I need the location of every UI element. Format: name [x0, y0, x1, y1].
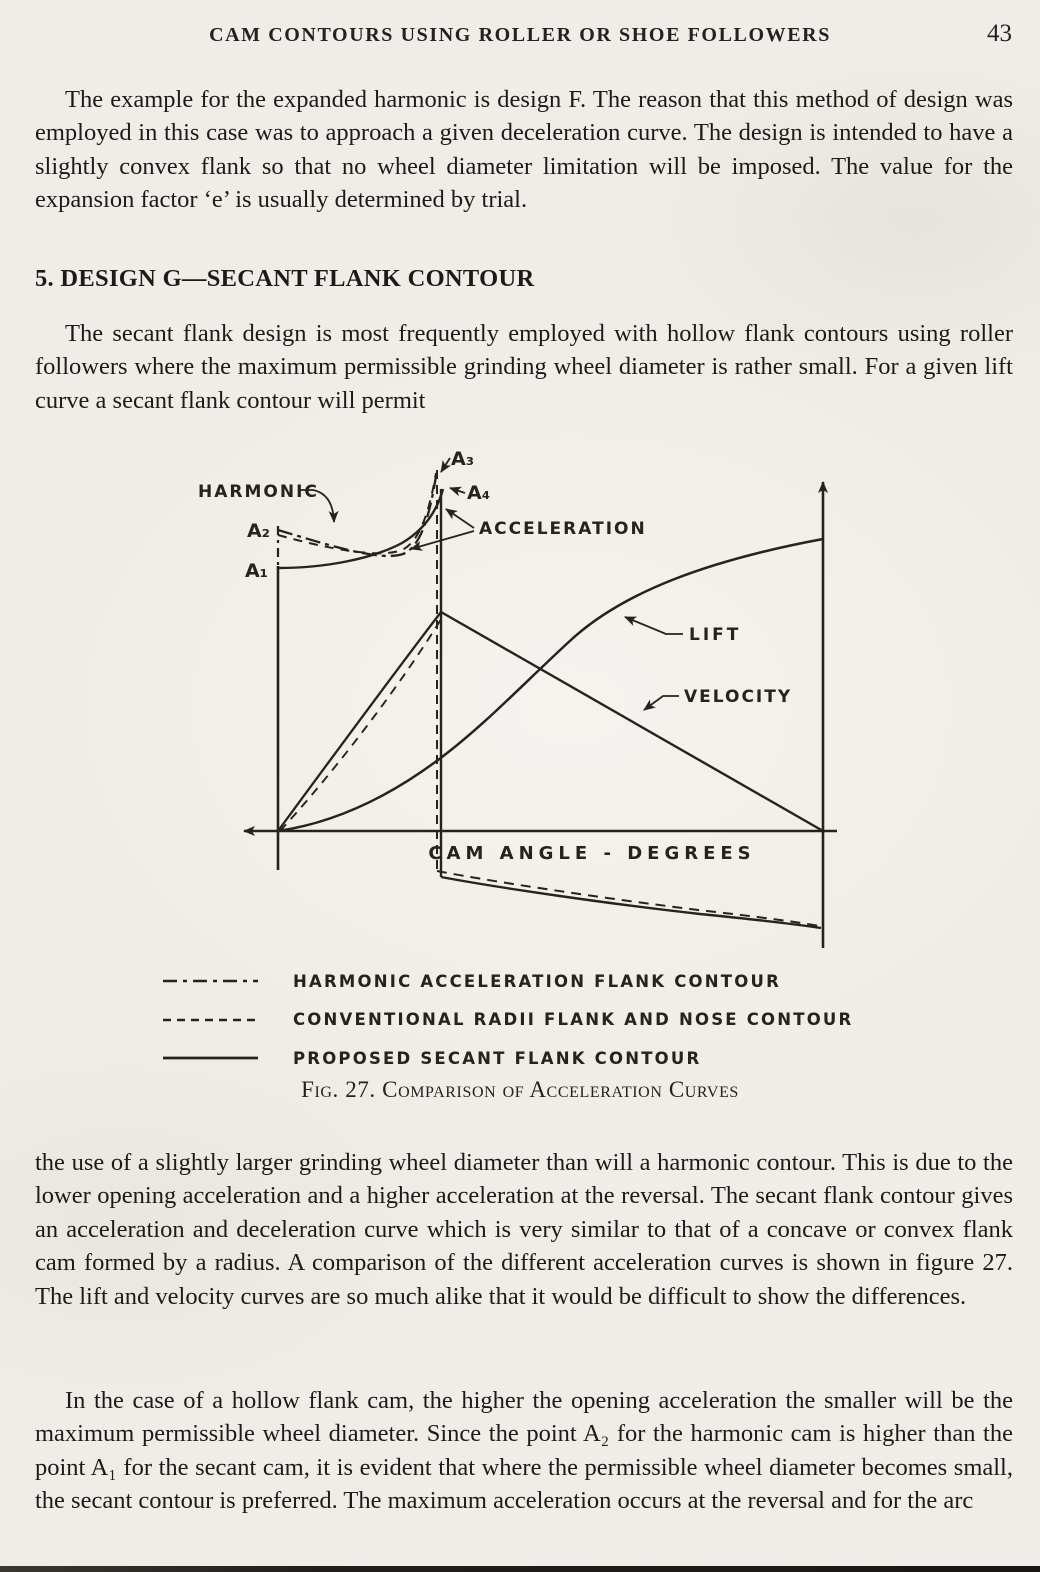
legend-item-harmonic: [163, 962, 853, 1001]
velocity-fall-curve: [441, 612, 823, 831]
velocity-leader-line: [644, 696, 679, 710]
page-header: CAM CONTOURS USING ROLLER OR SHOE FOLLOWERS: [209, 24, 831, 46]
a3-leader-line: [441, 458, 450, 472]
harmonic-label: HARMONIC: [198, 482, 319, 502]
figure-caption: Fig. 27. Comparison of Acceleration Curves: [301, 1077, 739, 1102]
a1-label: A₁: [244, 560, 268, 582]
figure-legend: [163, 962, 853, 1078]
solid-line-sample: [163, 1054, 258, 1062]
scan-edge-artifact: [0, 1566, 1040, 1572]
deceleration-secant-curve: [441, 877, 821, 928]
legend-label: HARMONIC ACCELERATION FLANK CONTOUR: [293, 971, 781, 991]
lift-leader-line: [625, 617, 683, 634]
figure-27-plot: [140, 440, 900, 960]
a4-label: A₄: [467, 482, 491, 504]
deceleration-conventional-curve: [437, 871, 819, 926]
lift-curve: [278, 539, 823, 831]
legend-item-conventional: [163, 1001, 853, 1040]
a2-label: A₂: [246, 520, 270, 542]
velocity-rise-dashed: [280, 616, 443, 831]
legend-label: PROPOSED SECANT FLANK CONTOUR: [293, 1048, 702, 1068]
legend-item-secant: [163, 1039, 853, 1078]
paragraph-2: The secant flank design is most frequently employed with hollow flank contours using roller followers where the maximum permissible grinding wheel diameter is rather small. For a given lift curve a secant flank contour will permit: [35, 320, 1013, 414]
a3-label: A₃: [451, 448, 475, 470]
velocity-rise-solid: [278, 612, 441, 831]
section-heading: 5. DESIGN G—SECANT FLANK CONTOUR: [35, 265, 535, 292]
x-axis-label: CAM ANGLE - DEGREES: [428, 843, 756, 864]
paragraph-1: The example for the expanded harmonic is design F. The reason that this method of design was employed in this case was to approach a given deceleration curve. The design is intended to have a slightly convex flank so that no wheel diameter limitation will be imposed. The value for the expansion factor ‘e’ is usually determined by trial.: [35, 86, 1013, 214]
lift-label: LIFT: [689, 625, 742, 645]
legend-label: CONVENTIONAL RADII FLANK AND NOSE CONTOUR: [293, 1010, 854, 1030]
paragraph-4: In the case of a hollow flank cam, the higher the opening acceleration the smaller will be the maximum permissible wheel diameter. Since the point A₂ for the harmonic cam is higher than the point A₁ for the secant cam, it is evident that where the permissible wheel diameter becomes small, the secant contour is preferred. The maximum acceleration occurs at the reversal and for the arc: [35, 1387, 1013, 1515]
dashed-line-sample: [163, 1016, 258, 1024]
paragraph-3: the use of a slightly larger grinding wheel diameter than will a harmonic contour. This is due to the lower opening acceleration and a higher acceleration at the reversal. The secant flank contour gives an acceleration and deceleration curve which is very similar to that of a concave or convex flank cam formed by a radius. A comparison of the different acceleration curves is shown in figure 27. The lift and velocity curves are so much alike that it would be difficult to show the differences.: [35, 1149, 1013, 1310]
acceleration-leader-line-upper: [446, 509, 474, 528]
acceleration-label: ACCELERATION: [479, 519, 647, 539]
a4-leader-line: [450, 488, 465, 493]
velocity-label: VELOCITY: [684, 687, 793, 707]
page-number: 43: [987, 20, 1012, 47]
dash-dot-line-sample: [163, 977, 258, 985]
